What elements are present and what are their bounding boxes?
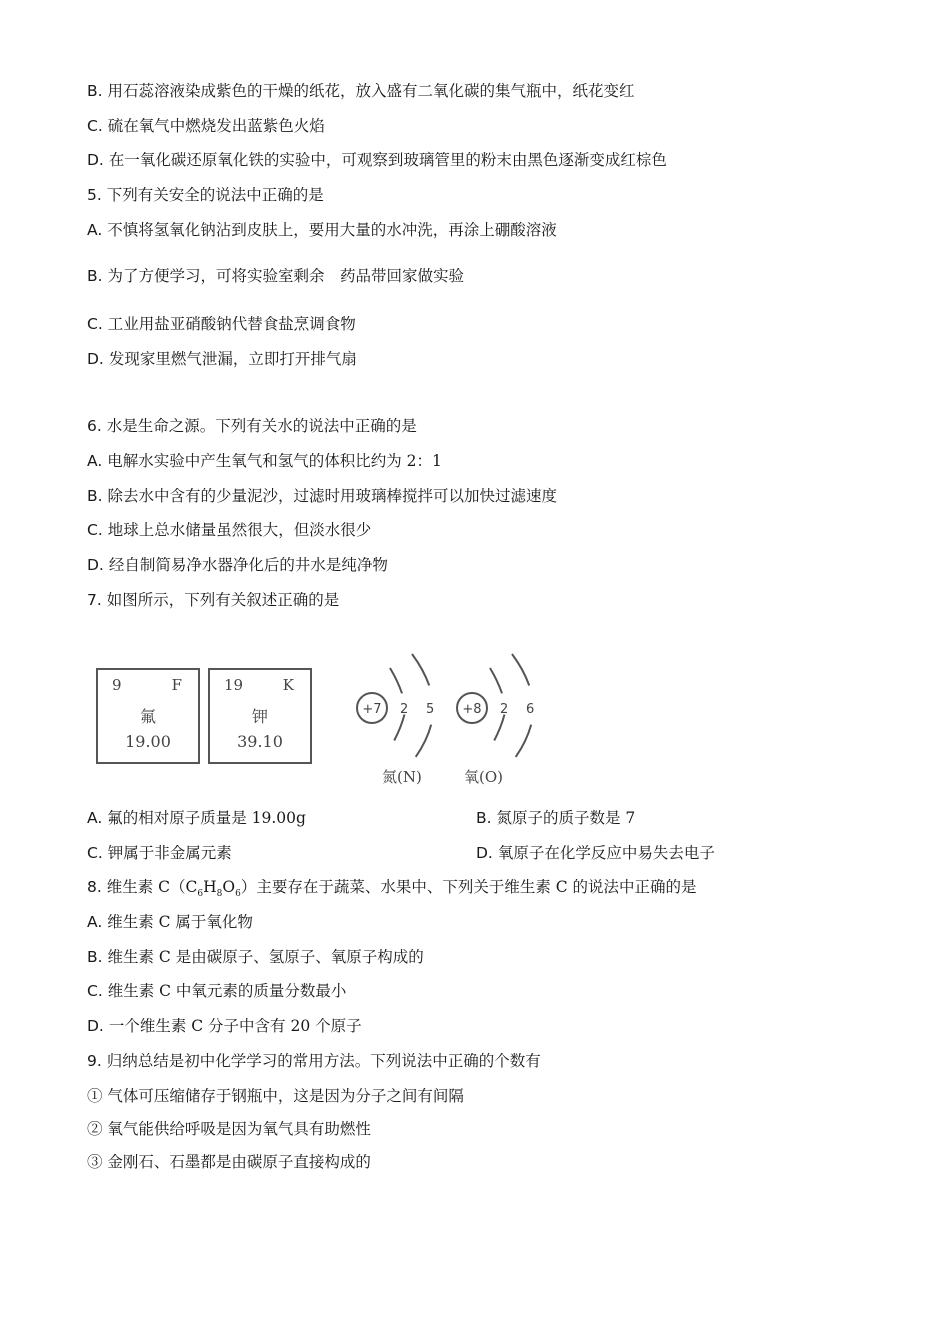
q6-option-d: D. 经自制简易净水器净化后的井水是纯净物 [87, 556, 388, 574]
q9-stem: 9. 归纳总结是初中化学学习的常用方法。下列说法中正确的个数有 [87, 1052, 541, 1070]
element-card-potassium [208, 668, 312, 764]
q7-figure [92, 646, 552, 796]
q4-option-c: C. 硫在氧气中燃烧发出蓝紫色火焰 [87, 117, 325, 135]
q6-option-b: B. 除去水中含有的少量泥沙，过滤时用玻璃棒搅拌可以加快过滤速度 [87, 487, 558, 505]
atomic-mass: 39.10 [237, 732, 283, 751]
atomic-number: 19 [224, 676, 244, 694]
oxygen-shell-2-count: 6 [526, 702, 535, 717]
q8-option-c: C. 维生素 C 中氧元素的质量分数最小 [87, 982, 347, 1000]
q5-stem: 5. 下列有关安全的说法中正确的是 [87, 186, 324, 204]
q5-option-d: D. 发现家里燃气泄漏，立即打开排气扇 [87, 350, 357, 368]
q7-option-d: D. 氧原子在化学反应中易失去电子 [476, 844, 715, 862]
q7-option-b: B. 氮原子的质子数是 7 [476, 809, 636, 827]
q7-stem: 7. 如图所示，下列有关叙述正确的是 [87, 591, 340, 609]
q4-option-b: B. 用石蕊溶液染成紫色的干燥的纸花，放入盛有二氧化碳的集气瓶中，纸花变红 [87, 82, 635, 100]
element-symbol: F [171, 676, 182, 694]
q8-option-b: B. 维生素 C 是由碳原子、氢原子、氧原子构成的 [87, 948, 424, 966]
q7-option-a: A. 氟的相对原子质量是 19.00g [87, 809, 306, 827]
q6-option-c: C. 地球上总水储量虽然很大，但淡水很少 [87, 521, 372, 539]
q4-option-d: D. 在一氧化碳还原氧化铁的实验中，可观察到玻璃管里的粉末由黑色逐渐变成红棕色 [87, 151, 667, 169]
atomic-number: 9 [112, 676, 122, 694]
atomic-mass: 19.00 [125, 732, 171, 751]
nitrogen-nucleus-charge: +7 [362, 702, 382, 717]
q5-option-c: C. 工业用盐亚硝酸钠代替食盐烹调食物 [87, 315, 356, 333]
q6-option-a: A. 电解水实验中产生氧气和氢气的体积比约为 2：1 [87, 452, 442, 470]
nitrogen-shell-1-count: 2 [400, 702, 409, 717]
oxygen-nucleus-charge: +8 [462, 702, 482, 717]
nitrogen-shell-2-count: 5 [426, 702, 435, 717]
q7-option-c: C. 钾属于非金属元素 [87, 844, 232, 862]
oxygen-shell-1-count: 2 [500, 702, 509, 717]
oxygen-caption: 氧(O) [464, 768, 504, 786]
q8-stem: 8. 维生素 $C(C_6H_8O_6)$主要存在于蔬菜、水果中、下列关于维生素 C 的说法中正确的是 [87, 878, 697, 900]
nitrogen-atom-diagram [357, 654, 434, 762]
q6-stem: 6. 水是生命之源。下列有关水的说法中正确的是 [87, 417, 417, 435]
q5-option-b: B. 为了方便学习，可将实验室剩余 药品带回家做实验 [87, 267, 465, 285]
element-name: 钾 [251, 707, 268, 726]
element-symbol: K [282, 676, 294, 694]
element-card-fluorine [96, 668, 200, 764]
nitrogen-caption: 氮(N) [382, 768, 422, 786]
q8-option-a: A. 维生素 C 属于氧化物 [87, 913, 253, 931]
q9-statement-2: ② 氧气能供给呼吸是因为氧气具有助燃性 [87, 1120, 371, 1138]
q8-option-d: D. 一个维生素 C 分子中含有 20 个原子 [87, 1017, 362, 1035]
q9-statement-3: ③ 金刚石、石墨都是由碳原子直接构成的 [87, 1153, 371, 1171]
atom-structure-diagrams [342, 646, 552, 766]
oxygen-atom-diagram [457, 654, 534, 762]
q5-option-a: A. 不慎将氢氧化钠沾到皮肤上，要用大量的水冲洗，再涂上硼酸溶液 [87, 221, 557, 239]
element-name: 氟 [139, 707, 156, 726]
q9-statement-1: ① 气体可压缩储存于钢瓶中，这是因为分子之间有间隔 [87, 1087, 464, 1105]
